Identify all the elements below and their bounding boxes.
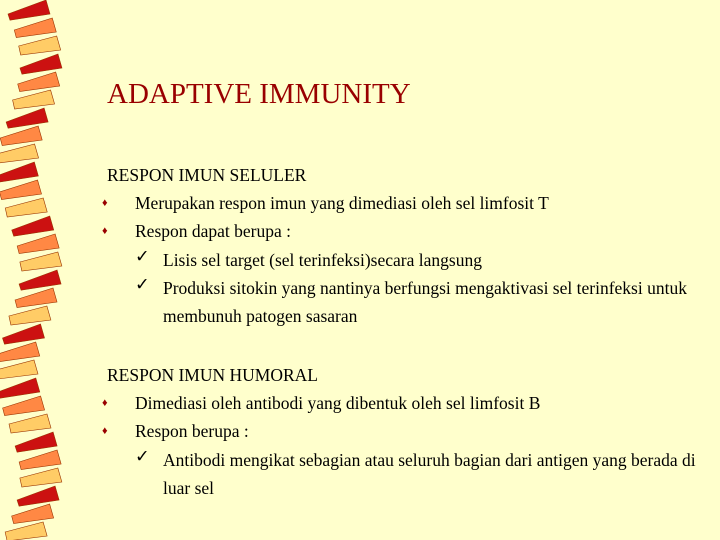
ribbon-segment	[0, 126, 42, 146]
ribbon-segment	[0, 162, 38, 182]
ribbon-segment	[0, 144, 39, 163]
ribbon-segment	[0, 342, 40, 362]
ribbon-segment	[9, 414, 51, 433]
ribbon-segment	[12, 504, 54, 524]
ribbon-segment	[5, 522, 47, 540]
bullet-text: Merupakan respon imun yang dimediasi oleh sel limfosit T	[135, 193, 549, 213]
ribbon-segment	[8, 0, 50, 20]
ribbon-segment	[13, 90, 55, 109]
ribbon-segment	[20, 54, 62, 74]
diamond-bullet-icon: ♦	[102, 197, 108, 209]
bullet-text: Dimediasi oleh antibodi yang dibentuk oleh sel limfosit B	[135, 393, 541, 413]
section-heading-seluler: RESPON IMUN SELULER	[107, 165, 307, 185]
diamond-bullet-icon: ♦	[102, 397, 108, 409]
ribbon-segment	[0, 360, 38, 379]
ribbon-segment	[3, 324, 45, 344]
ribbon-segment	[5, 198, 47, 217]
check-text: Produksi sitokin yang nantinya berfungsi mengaktivasi sel terinfeksi untuk membunuh patogen sasaran	[163, 278, 687, 326]
checkmark-icon: ✓	[135, 274, 150, 294]
ribbon-segment	[14, 18, 56, 38]
ribbon-segment	[0, 180, 42, 200]
ribbon-segment	[12, 216, 54, 236]
checkmark-icon: ✓	[135, 446, 150, 466]
check-text: Lisis sel target (sel terinfeksi)secara langsung	[163, 250, 482, 270]
check-text: Antibodi mengikat sebagian atau seluruh bagian dari antigen yang berada di luar sel	[163, 450, 696, 498]
ribbon-segment	[9, 306, 51, 325]
ribbon-segment	[19, 270, 61, 290]
ribbon-segment	[17, 234, 59, 254]
ribbon-segment	[6, 108, 48, 128]
diamond-bullet-icon: ♦	[102, 425, 108, 437]
decorative-ribbon	[0, 0, 100, 540]
checkmark-icon: ✓	[135, 246, 150, 266]
ribbon-segment	[3, 396, 45, 416]
ribbon-segment	[19, 36, 61, 55]
ribbon-segment	[15, 288, 57, 308]
ribbon-segment	[17, 486, 59, 506]
ribbon-segment	[18, 72, 60, 92]
ribbon-segment	[20, 252, 62, 271]
diamond-bullet-icon: ♦	[102, 225, 108, 237]
bullet-text: Respon dapat berupa :	[135, 221, 291, 241]
slide-title: ADAPTIVE IMMUNITY	[107, 78, 411, 110]
bullet-text: Respon berupa :	[135, 421, 249, 441]
section-heading-humoral: RESPON IMUN HUMORAL	[107, 365, 318, 385]
ribbon-segment	[0, 378, 40, 398]
ribbon-segment	[19, 450, 61, 470]
ribbon-segment	[20, 468, 62, 487]
ribbon-segment	[15, 432, 57, 452]
